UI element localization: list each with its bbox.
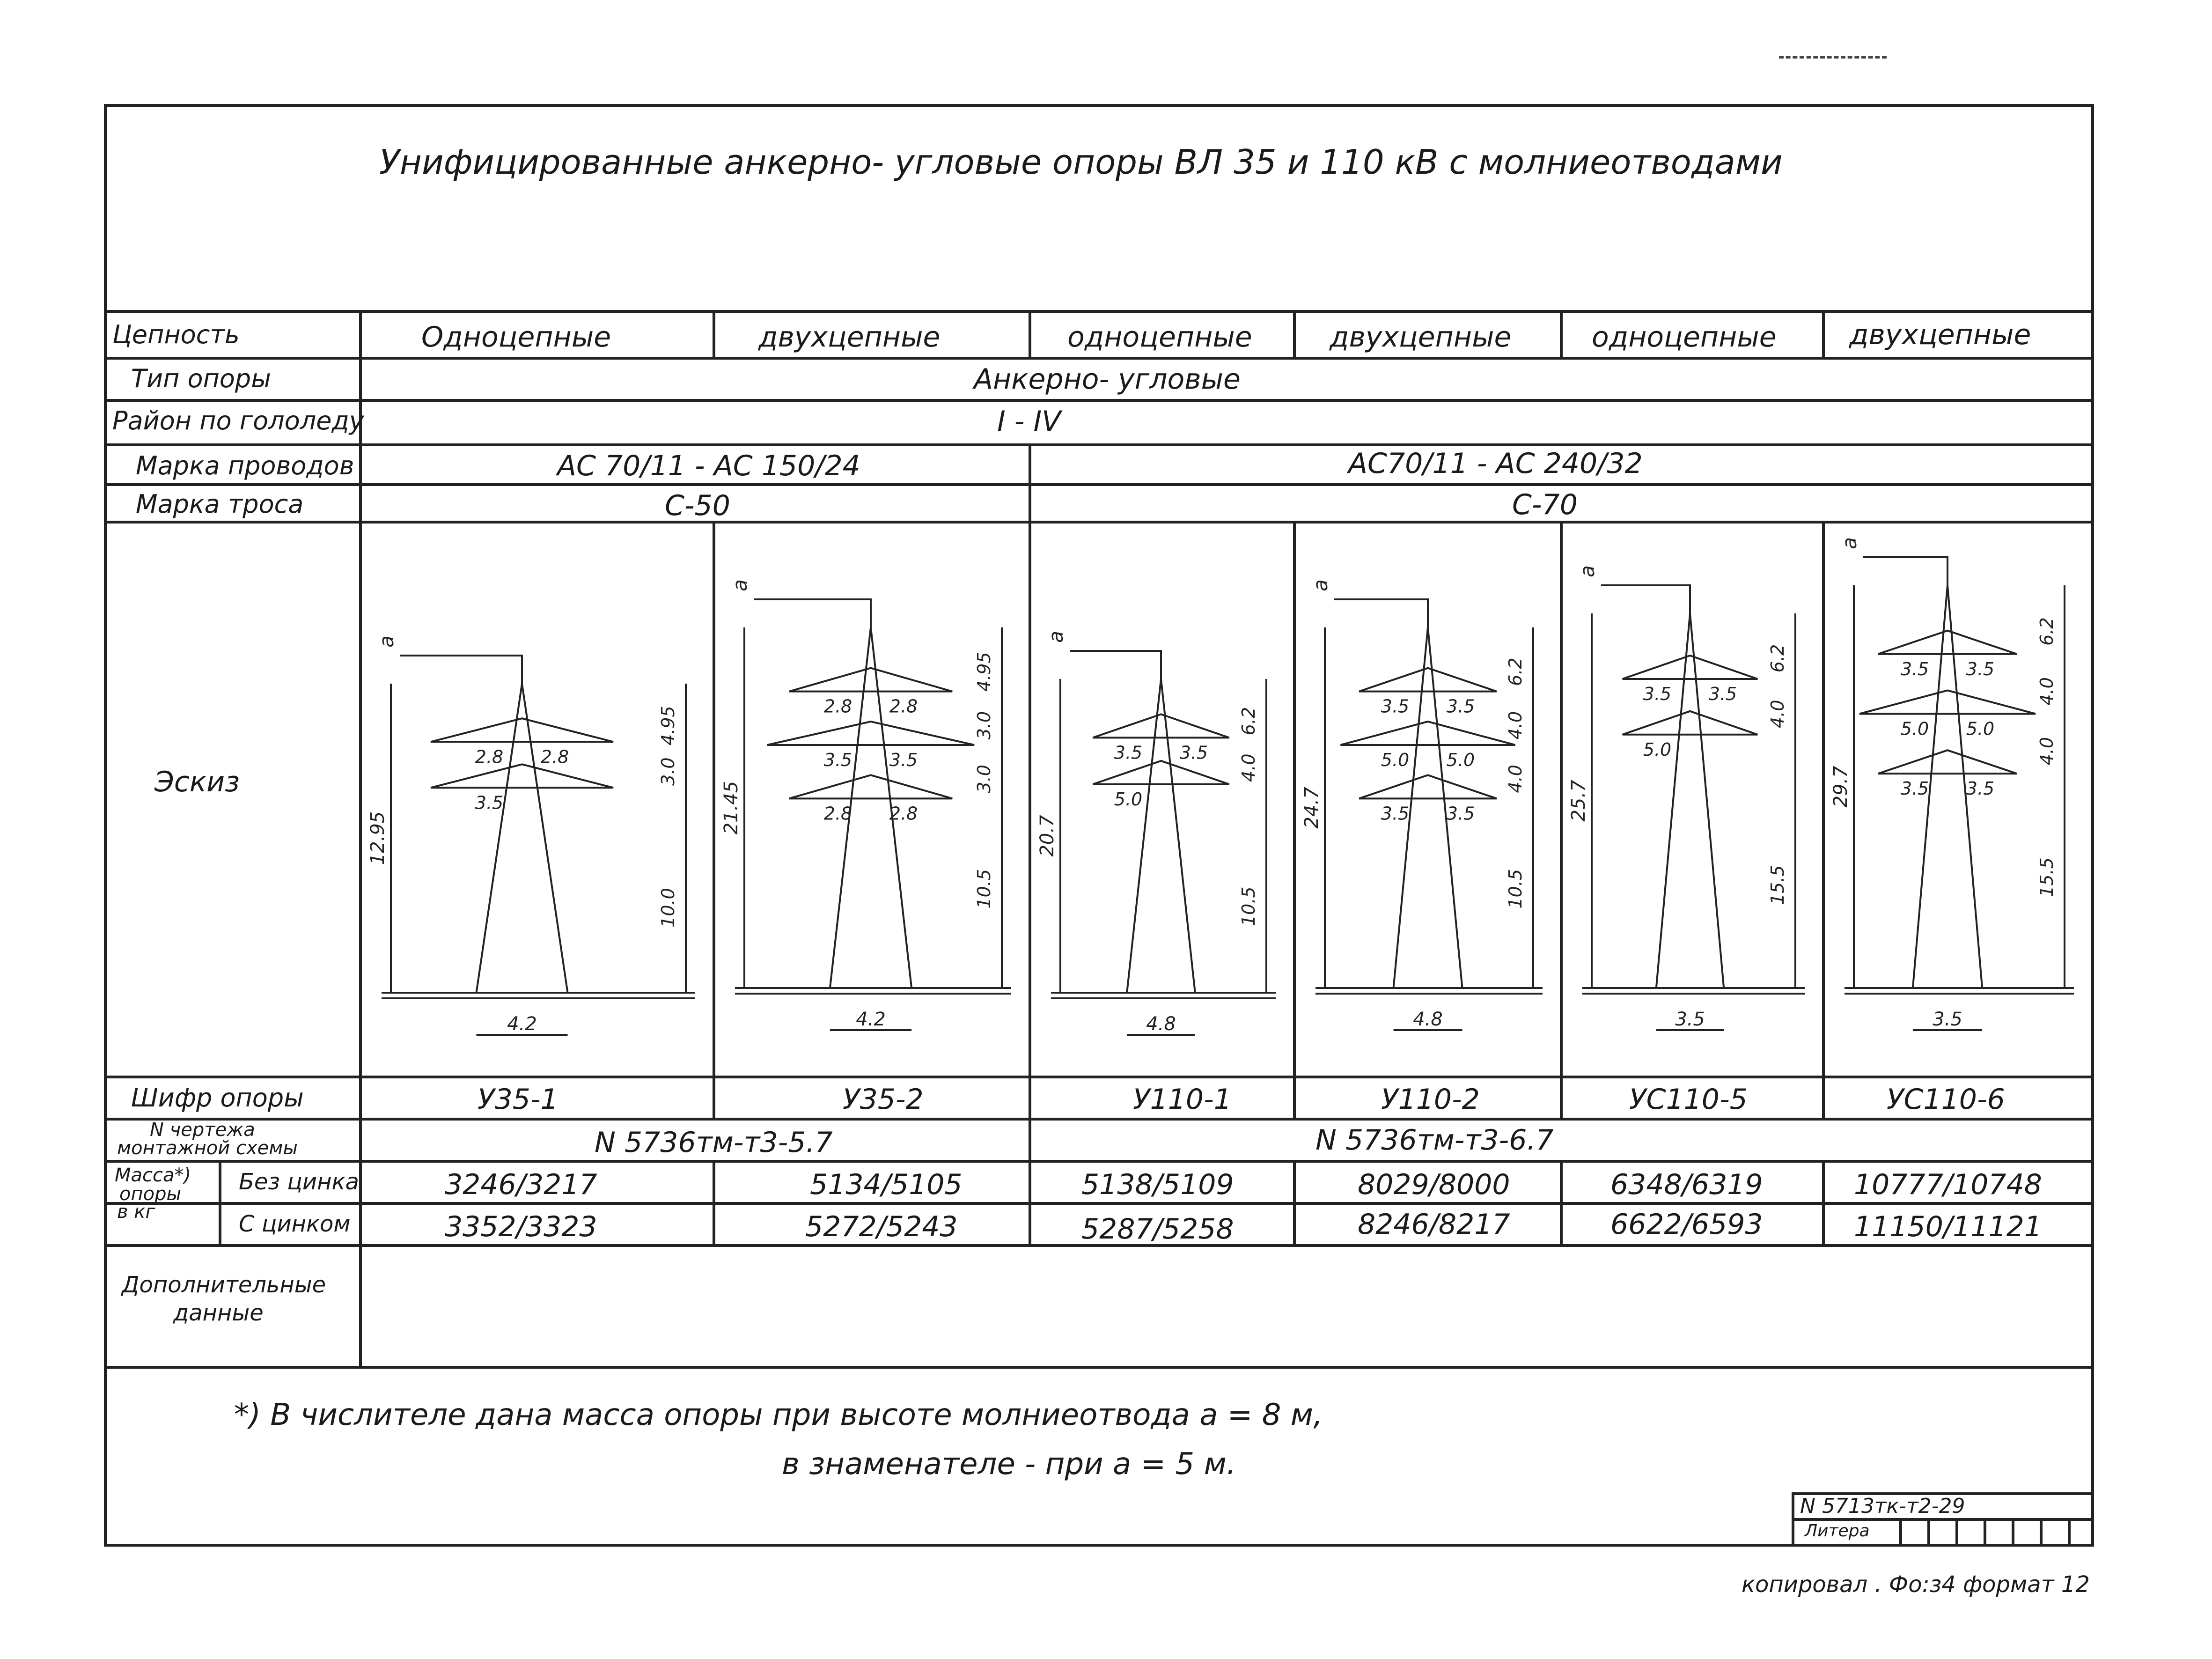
- tower-5-dim-label-2: 4.0: [1767, 700, 1788, 729]
- tower-2-ground: [735, 988, 1011, 994]
- tower-5-arm-1: [1623, 656, 1758, 679]
- footnote-line-2: в знаменателе - при а = 5 м.: [782, 1447, 1236, 1482]
- tower-4-arm-2: [1341, 722, 1515, 745]
- col3-code: У110-1: [1133, 1083, 1232, 1116]
- tower-5-ground: [1582, 988, 1805, 994]
- col1-mass-no-zinc: 3246/3217: [445, 1168, 597, 1201]
- tower-1-arm-1: [431, 718, 613, 742]
- tower-6-dim-label-2: 4.0: [2036, 677, 2057, 706]
- tower-3-height-label: 20.7: [1036, 815, 1058, 857]
- tower-5-arm-2: [1623, 711, 1758, 735]
- col5-mass-zinc: 6622/6593: [1610, 1208, 1763, 1241]
- tower-6-dim-label-1: 6.2: [2036, 617, 2057, 646]
- tower-1-arm-2: [431, 764, 613, 788]
- tower-4-dim-label-2: 4.0: [1505, 711, 1526, 740]
- tower-2-rod: [754, 599, 871, 627]
- col3-circuits: одноцепные: [1067, 321, 1252, 354]
- tower-1-dim-label-2: 3.0: [658, 757, 678, 786]
- tower-3-rod: [1070, 651, 1161, 679]
- tower-3-arm-label-1: 3.5: [1114, 742, 1143, 763]
- col3-mass-zinc: 5287/5258: [1081, 1213, 1234, 1246]
- label-drawing-1: N чертежа: [150, 1119, 255, 1141]
- tower-4-dim-label-3: 4.0: [1505, 765, 1526, 793]
- tower-3-dim-label-3: 10.5: [1238, 886, 1259, 927]
- tower-4-dim-label-4: 10.5: [1505, 869, 1526, 909]
- stamp-litera: Литера: [1805, 1521, 1870, 1541]
- tower-4-base-label: 4.8: [1413, 1009, 1443, 1030]
- tower-2-arm-label-2: 2.8: [889, 696, 918, 717]
- col2-circuits: двухцепные: [758, 321, 941, 354]
- tower-4-height-label: 24.7: [1301, 787, 1323, 829]
- value-drawing-a: N 5736тм-т3-5.7: [595, 1126, 833, 1159]
- label-extra-1: Дополнительные: [122, 1272, 326, 1298]
- value-ice: I - IV: [997, 405, 1061, 438]
- tower-3-dim-label-1: 6.2: [1238, 707, 1259, 736]
- col1-circuits: Одноцепные: [421, 321, 611, 354]
- tower-4-arm-label-2: 3.5: [1446, 696, 1475, 717]
- col5-code: УС110-5: [1629, 1083, 1748, 1116]
- tower-6-base-label: 3.5: [1933, 1009, 1962, 1030]
- tower-3-arm-1: [1093, 714, 1229, 737]
- col5-circuits: одноцепные: [1592, 321, 1777, 354]
- col6-mass-no-zinc: 10777/10748: [1854, 1168, 2042, 1201]
- tower-4-arm-label-1: 3.5: [1381, 696, 1410, 717]
- footnote-line-1: *) В числителе дана масса опоры при высоте молниеотвода а = 8 м,: [234, 1398, 1323, 1432]
- tower-6-a-label: а: [1838, 537, 1861, 549]
- value-drawing-b: N 5736тм-т3-6.7: [1315, 1124, 1554, 1157]
- tower-6-arm-label-4: 5.0: [1966, 718, 1995, 739]
- label-sketch: Эскиз: [154, 766, 240, 798]
- label-type: Тип опоры: [131, 364, 271, 393]
- label-no-zinc: Без цинка: [239, 1169, 359, 1195]
- tower-1-dim-label-1: 4.95: [658, 706, 678, 746]
- page-title: Унифицированные анкерно- угловые опоры ВЛ 35 и 110 кВ с молниеотводами: [379, 142, 1783, 182]
- tower-5-dim-label-1: 6.2: [1767, 644, 1788, 673]
- value-wire-b: АС70/11 - АС 240/32: [1348, 447, 1643, 480]
- tower-4-ground: [1315, 988, 1543, 994]
- tower-6-arm-2: [1859, 690, 2036, 714]
- tower-2-dim-label-4: 10.5: [974, 869, 994, 909]
- tower-4-rod: [1334, 599, 1428, 627]
- tower-3-legs: [1127, 679, 1195, 993]
- tower-4-a-label: а: [1309, 579, 1332, 591]
- tower-5-legs: [1656, 613, 1724, 988]
- tower-6-arm-label-3: 5.0: [1900, 718, 1929, 739]
- tower-3-arm-label-3: 5.0: [1114, 789, 1143, 810]
- tower-2-arm-label-5: 2.8: [823, 803, 852, 824]
- col2-mass-zinc: 5272/5243: [805, 1210, 958, 1243]
- tower-4-arm-3: [1359, 775, 1497, 798]
- label-cable: Марка троса: [136, 489, 304, 519]
- tower-2-height-label: 21.45: [720, 781, 742, 835]
- label-drawing-2: монтажной схемы: [117, 1137, 298, 1159]
- tower-2-a-label: а: [728, 579, 751, 591]
- label-mass-1: Масса*): [115, 1165, 191, 1186]
- tower-4-arm-1: [1359, 668, 1497, 692]
- tower-5-dim-label-3: 15.5: [1767, 865, 1788, 905]
- tower-6-arm-3: [1878, 750, 2017, 774]
- tower-1-arm-label-2: 2.8: [540, 746, 569, 767]
- tower-3-a-label: а: [1044, 631, 1067, 643]
- tower-6-dim-label-3: 4.0: [2036, 737, 2057, 766]
- tower-5-height-label: 25.7: [1568, 780, 1589, 822]
- tower-2-dim-label-1: 4.95: [974, 652, 994, 692]
- tower-2-dim-label-2: 3.0: [974, 711, 994, 740]
- col4-mass-no-zinc: 8029/8000: [1358, 1168, 1510, 1201]
- tower-sketches: [367, 537, 2074, 1035]
- tower-4-dim-label-1: 6.2: [1505, 657, 1526, 686]
- top-dash-mark: [1779, 56, 1887, 61]
- tower-6-rod: [1863, 557, 1947, 585]
- footer-note: копировал . Фо:з4 формат 12: [1742, 1571, 2090, 1598]
- tower-1-base-label: 4.2: [507, 1013, 537, 1035]
- col4-code: У110-2: [1381, 1083, 1480, 1116]
- col1-code: У35-1: [478, 1083, 559, 1116]
- tower-1-legs: [477, 684, 568, 993]
- col6-mass-zinc: 11150/11121: [1854, 1210, 2042, 1243]
- tower-3-arm-label-2: 3.5: [1179, 742, 1208, 763]
- tower-2-base-label: 4.2: [856, 1009, 886, 1030]
- tower-6-height-label: 29.7: [1830, 766, 1852, 808]
- tower-2-arm-label-3: 3.5: [823, 749, 852, 770]
- tower-1-arm-label-3: 3.5: [475, 792, 504, 813]
- tower-2-arm-label-1: 2.8: [823, 696, 852, 717]
- tower-3-dim-label-2: 4.0: [1238, 753, 1259, 782]
- tower-3-arm-2: [1093, 761, 1229, 784]
- label-extra-2: данные: [173, 1300, 264, 1326]
- tower-6-arm-label-5: 3.5: [1900, 778, 1929, 799]
- tower-6-dim-label-4: 15.5: [2036, 857, 2057, 897]
- tower-1-arm-label-1: 2.8: [475, 746, 504, 767]
- value-type: Анкерно- угловые: [974, 363, 1241, 396]
- tower-6-arm-label-2: 3.5: [1966, 658, 1995, 679]
- col6-circuits: двухцепные: [1849, 318, 2031, 351]
- col5-mass-no-zinc: 6348/6319: [1610, 1168, 1763, 1201]
- tower-5-arm-label-3: 5.0: [1643, 739, 1672, 760]
- label-code: Шифр опоры: [131, 1083, 304, 1113]
- tower-2-arm-label-4: 3.5: [889, 749, 918, 770]
- tower-3-ground: [1051, 993, 1276, 998]
- col3-mass-no-zinc: 5138/5109: [1081, 1168, 1234, 1201]
- tower-1-dim-label-3: 10.0: [658, 888, 678, 928]
- col2-code: У35-2: [843, 1083, 924, 1116]
- col4-mass-zinc: 8246/8217: [1358, 1208, 1510, 1241]
- col4-circuits: двухцепные: [1330, 321, 1512, 354]
- value-wire-a: АС 70/11 - АС 150/24: [557, 450, 860, 482]
- tower-2-arm-3: [789, 775, 952, 798]
- tower-4-arm-label-4: 5.0: [1446, 749, 1475, 770]
- tower-6-arm-label-6: 3.5: [1966, 778, 1995, 799]
- tower-2-arm-label-6: 2.8: [889, 803, 918, 824]
- value-cable-b: С-70: [1512, 488, 1578, 521]
- tower-1-a-label: а: [375, 635, 398, 648]
- tower-1-rod: [400, 656, 522, 684]
- tower-5-base-label: 3.5: [1675, 1009, 1705, 1030]
- tower-2-arm-2: [767, 722, 974, 745]
- tower-6-arm-label-1: 3.5: [1900, 658, 1929, 679]
- stamp-code: N 5713тк-т2-29: [1800, 1494, 1965, 1518]
- tower-1-ground: [382, 993, 695, 998]
- label-mass-3: в кг: [117, 1201, 155, 1223]
- label-wire: Марка проводов: [136, 451, 354, 480]
- tower-6-arm-1: [1878, 631, 2017, 654]
- label-ice: Район по гололеду: [112, 406, 364, 435]
- value-cable-a: С-50: [665, 489, 730, 522]
- label-zinc: С цинком: [239, 1211, 351, 1237]
- col2-mass-no-zinc: 5134/5105: [810, 1168, 963, 1201]
- tower-4-arm-label-3: 5.0: [1381, 749, 1410, 770]
- tower-5-rod: [1601, 585, 1690, 613]
- tower-2-arm-1: [789, 668, 952, 692]
- tower-3-base-label: 4.8: [1146, 1013, 1176, 1035]
- tower-4-arm-label-5: 3.5: [1381, 803, 1410, 824]
- tower-5-a-label: а: [1576, 565, 1599, 577]
- tower-1-height-label: 12.95: [367, 811, 389, 865]
- tower-5-arm-label-2: 3.5: [1708, 684, 1737, 704]
- label-mass-2: опоры: [119, 1183, 182, 1205]
- tower-5-arm-label-1: 3.5: [1643, 684, 1672, 704]
- label-circuits: Цепность: [112, 320, 240, 349]
- tower-4-arm-label-6: 3.5: [1446, 803, 1475, 824]
- tower-2-dim-label-3: 3.0: [974, 765, 994, 793]
- col6-code: УС110-6: [1887, 1083, 2005, 1116]
- tower-6-ground: [1845, 988, 2074, 994]
- col1-mass-zinc: 3352/3323: [445, 1210, 597, 1243]
